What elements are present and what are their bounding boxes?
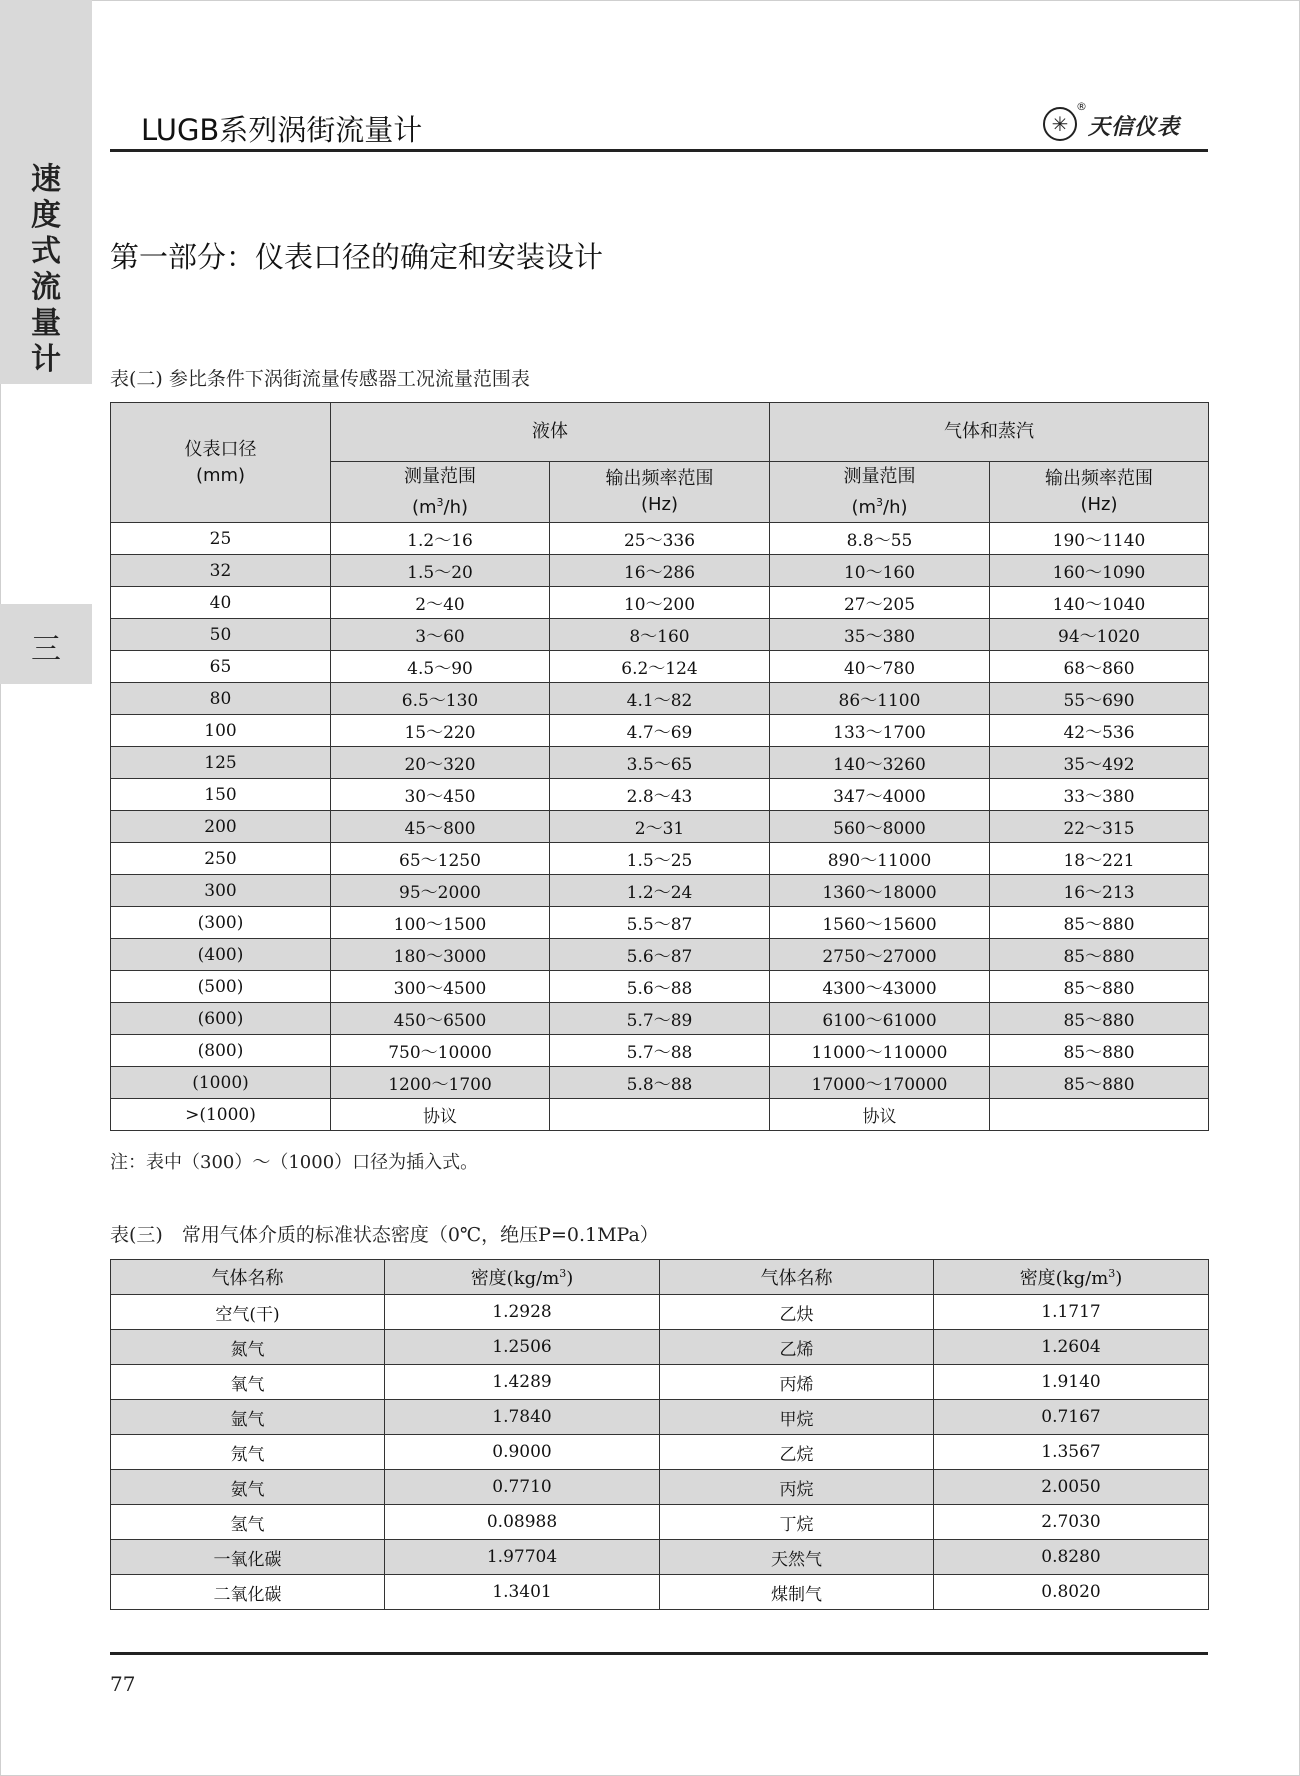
header-label: 测量范围 [404,465,476,487]
table-cell: 100 [111,715,331,747]
table-cell: 6100～61000 [770,1003,990,1035]
table-cell: 250 [111,843,331,875]
table-row [111,1330,1209,1365]
header-diameter-label: 仪表口径 [184,438,257,460]
table-cell: 890～11000 [770,843,990,875]
table-row [111,651,1209,683]
table-cell: 2750～27000 [770,939,990,971]
table-row [111,1067,1209,1099]
table-cell: 5.8～88 [550,1067,770,1099]
table-cell: 347～4000 [770,779,990,811]
table-cell: 协议 [331,1099,550,1131]
table-cell: 50 [111,619,331,651]
side-char: 度 [31,198,61,233]
table-cell: 45～800 [331,811,550,843]
table-row [111,683,1209,715]
table-row [111,1540,1209,1575]
table-row [111,843,1209,875]
table-row [111,1295,1209,1330]
table-row [111,907,1209,939]
table-cell: 86～1100 [770,683,990,715]
table-cell: 15～220 [331,715,550,747]
table-cell: 42～536 [990,715,1209,747]
table-cell: 氮气 [111,1330,385,1365]
table-cell: 25 [111,523,331,555]
table-row [111,1003,1209,1035]
table-cell: 32 [111,555,331,587]
table-cell: 0.7710 [385,1470,660,1505]
table-cell: 22～315 [990,811,1209,843]
table-cell: 丙烷 [660,1470,934,1505]
table-cell: 16～286 [550,555,770,587]
density-sup: 3 [1108,1267,1116,1280]
table-cell: 85～880 [990,1067,1209,1099]
table-row [111,1400,1209,1435]
table-cell: 5.6～88 [550,971,770,1003]
table-cell: (600) [111,1003,331,1035]
table-cell: 35～492 [990,747,1209,779]
table-cell: 4300～43000 [770,971,990,1003]
table-cell: 35～380 [770,619,990,651]
table-cell: 一氧化碳 [111,1540,385,1575]
table-cell: 65 [111,651,331,683]
table-cell: >(1000) [111,1099,331,1131]
table-row [111,619,1209,651]
table-cell: 300 [111,875,331,907]
table-cell: (1000) [111,1067,331,1099]
header-unit: (Hz) [640,494,679,515]
table-cell: 33～380 [990,779,1209,811]
table-cell: 11000～110000 [770,1035,990,1067]
table-row [111,811,1209,843]
header-unit [331,490,549,521]
header-diameter-unit: (mm) [195,464,246,486]
header-gas-freq [990,462,1209,523]
section-title: 第一部分：仪表口径的确定和安装设计 [110,240,604,274]
header-liquid: 液体 [331,403,770,462]
logo-text: 天信仪表 [1088,114,1181,140]
table-cell: 6.5～130 [331,683,550,715]
table-cell: 丙烯 [660,1365,934,1400]
table-cell: 750～10000 [331,1035,550,1067]
table-cell: 1.2604 [934,1330,1209,1365]
table-cell: 1.2～24 [550,875,770,907]
table-cell: 140～1040 [990,587,1209,619]
side-chapter-number-tab [0,604,92,684]
table-cell: 180～3000 [331,939,550,971]
table3-caption: 表(三) 常用气体介质的标准状态密度（0℃，绝压P=0.1MPa） [110,1224,659,1246]
table-cell: 85～880 [990,907,1209,939]
table-cell: 150 [111,779,331,811]
table-cell: 氩气 [111,1400,385,1435]
table-cell: 200 [111,811,331,843]
side-char: 流 [31,270,61,305]
table-cell: 40～780 [770,651,990,683]
side-char: 速 [31,162,61,197]
table-cell: 140～3260 [770,747,990,779]
header-gas-measure [770,462,990,523]
density-prefix: 密度(kg/m [1019,1268,1109,1289]
table-cell: 4.5～90 [331,651,550,683]
table-cell: 丁烷 [660,1505,934,1540]
table-cell: 6.2～124 [550,651,770,683]
table-cell: 1.3401 [385,1575,660,1610]
header-label: 输出频率范围 [1045,468,1153,489]
header-liquid-freq [550,462,770,523]
table-cell: 10～160 [770,555,990,587]
table-cell: 氖气 [111,1435,385,1470]
table-cell: 0.7167 [934,1400,1209,1435]
table-cell: 1.2506 [385,1330,660,1365]
table-cell: 40 [111,587,331,619]
density-suffix: ) [1115,1268,1123,1289]
chapter-number: 三 [31,632,61,667]
table-cell: 27～205 [770,587,990,619]
table-cell: 乙烷 [660,1435,934,1470]
table-cell: 5.7～88 [550,1035,770,1067]
table-cell: 95～2000 [331,875,550,907]
unit-sup: 3 [436,495,444,509]
table-cell: 0.9000 [385,1435,660,1470]
table-cell: 5.6～87 [550,939,770,971]
header-gas-name: 气体名称 [111,1260,385,1295]
table-cell: 2.0050 [934,1470,1209,1505]
table-cell [990,1099,1209,1131]
table-cell: 1.5～20 [331,555,550,587]
table-row [111,747,1209,779]
density-prefix: 密度(kg/m [470,1268,560,1289]
header-title: LUGB系列涡街流量计 [141,113,423,147]
table-cell: 3.5～65 [550,747,770,779]
brand-logo [1040,100,1210,144]
side-char: 式 [31,234,61,269]
header-density [934,1260,1209,1295]
table-cell: 3～60 [331,619,550,651]
header-diameter [111,403,331,523]
table-cell: 2.8～43 [550,779,770,811]
table-cell: 5.5～87 [550,907,770,939]
table-cell: 17000～170000 [770,1067,990,1099]
density-suffix: ) [566,1268,574,1289]
table-row [111,1505,1209,1540]
table-cell: 25～336 [550,523,770,555]
page-number: 77 [110,1672,136,1696]
table-cell: 65～1250 [331,843,550,875]
footer-rule [110,1652,1208,1655]
table-cell: 1.4289 [385,1365,660,1400]
table2-caption: 表(二) 参比条件下涡街流量传感器工况流量范围表 [110,368,530,390]
flow-range-table [110,402,1209,1131]
table-row [111,875,1209,907]
table-row [111,939,1209,971]
table-cell: 氢气 [111,1505,385,1540]
table-cell: 8.8～55 [770,523,990,555]
table-cell: 2～31 [550,811,770,843]
table-cell: 68～860 [990,651,1209,683]
table-row [111,523,1209,555]
table-cell: 85～880 [990,1035,1209,1067]
table-cell [550,1099,770,1131]
side-char: 计 [31,342,61,377]
header-label: 测量范围 [843,465,916,487]
table-cell: 0.8280 [934,1540,1209,1575]
table-cell: (400) [111,939,331,971]
side-chapter-title [0,162,92,378]
header-unit [770,490,989,521]
table-cell: 2～40 [331,587,550,619]
density-sup: 3 [559,1267,567,1280]
table-cell: 85～880 [990,939,1209,971]
table-cell: 18～221 [990,843,1209,875]
table-cell: 190～1140 [990,523,1209,555]
table-cell: 85～880 [990,971,1209,1003]
table-cell: 1.2～16 [331,523,550,555]
table-cell: 1560～15600 [770,907,990,939]
table-cell: 125 [111,747,331,779]
unit-suffix: /h) [883,496,908,518]
table-cell: 1.9140 [934,1365,1209,1400]
table-cell: (800) [111,1035,331,1067]
header-gas-name: 气体名称 [660,1260,934,1295]
table-cell: (500) [111,971,331,1003]
table-row [111,587,1209,619]
gas-density-table [110,1259,1209,1610]
table-cell: 1.1717 [934,1295,1209,1330]
table-row [111,1470,1209,1505]
table-cell: 30～450 [331,779,550,811]
header-unit: (Hz) [1080,494,1118,515]
table-cell: 4.7～69 [550,715,770,747]
unit-prefix: (m [411,496,437,518]
table-cell: 1.2928 [385,1295,660,1330]
table-cell: 5.7～89 [550,1003,770,1035]
table-cell: 1200～1700 [331,1067,550,1099]
table-cell: 80 [111,683,331,715]
table-cell: 1.5～25 [550,843,770,875]
table-cell: 94～1020 [990,619,1209,651]
table-cell: 1360～18000 [770,875,990,907]
header-gas: 气体和蒸汽 [770,403,1209,462]
table-cell: 空气(干) [111,1295,385,1330]
table-cell: 1.7840 [385,1400,660,1435]
table-row [111,779,1209,811]
table-row [111,971,1209,1003]
table-cell: 1.3567 [934,1435,1209,1470]
table-cell: 4.1～82 [550,683,770,715]
unit-suffix: /h) [443,496,469,518]
table-cell: 8～160 [550,619,770,651]
table-cell: 煤制气 [660,1575,934,1610]
table-row [111,1035,1209,1067]
table-row [111,715,1209,747]
unit-sup: 3 [876,495,884,509]
table-row [111,1099,1209,1131]
table-cell: 560～8000 [770,811,990,843]
table-cell: 450～6500 [331,1003,550,1035]
side-char: 量 [31,306,61,341]
table-cell: 二氧化碳 [111,1575,385,1610]
table-cell: 55～690 [990,683,1209,715]
table-cell: 10～200 [550,587,770,619]
table-cell: 氨气 [111,1470,385,1505]
table-row [111,1575,1209,1610]
table-cell: 乙烯 [660,1330,934,1365]
header-label: 输出频率范围 [605,468,714,489]
table-row [111,1365,1209,1400]
table-cell: (300) [111,907,331,939]
table-cell: 氧气 [111,1365,385,1400]
asterisk-logo-icon: ✳ [1043,107,1077,141]
table-row [111,1435,1209,1470]
table-cell: 133～1700 [770,715,990,747]
table-cell: 16～213 [990,875,1209,907]
header-liquid-measure [331,462,550,523]
table-cell: 300～4500 [331,971,550,1003]
table-cell: 协议 [770,1099,990,1131]
table-cell: 100～1500 [331,907,550,939]
table-row [111,555,1209,587]
registered-mark: ® [1076,100,1087,113]
table-cell: 天然气 [660,1540,934,1575]
table-cell: 甲烷 [660,1400,934,1435]
table-cell: 1.97704 [385,1540,660,1575]
table-cell: 0.8020 [934,1575,1209,1610]
table2-note: 注：表中（300）～（1000）口径为插入式。 [110,1152,479,1173]
header-density [385,1260,660,1295]
header-rule [110,149,1208,152]
table-cell: 2.7030 [934,1505,1209,1540]
table-cell: 160～1090 [990,555,1209,587]
unit-prefix: (m [851,496,877,518]
table-cell: 85～880 [990,1003,1209,1035]
table-cell: 0.08988 [385,1505,660,1540]
side-chapter-tab [0,0,92,384]
table-cell: 20～320 [331,747,550,779]
table-cell: 乙炔 [660,1295,934,1330]
